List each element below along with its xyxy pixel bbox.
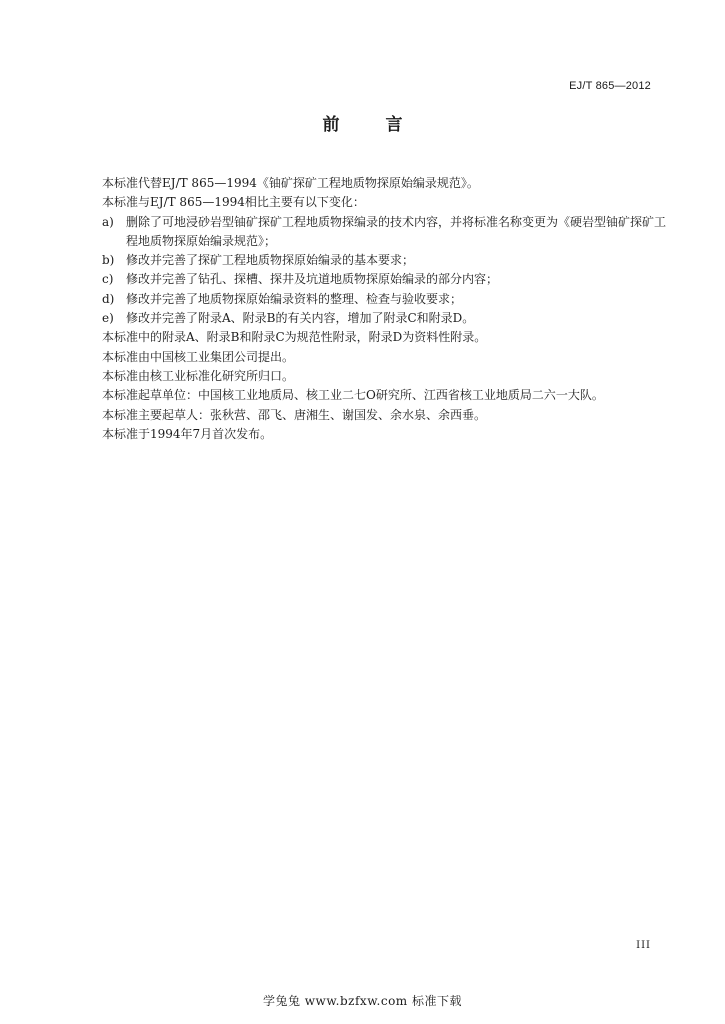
list-item-text: 修改并完善了附录A、附录B的有关内容，增加了附录C和附录D。 — [126, 311, 475, 326]
list-item — [102, 290, 667, 309]
list-item — [102, 270, 667, 289]
page-title: 前 言 — [322, 115, 423, 135]
list-marker: d) — [102, 291, 115, 306]
list-item — [102, 251, 667, 270]
list-marker: b) — [102, 253, 115, 268]
list-item-text: 修改并完善了探矿工程地质物探原始编录的基本要求； — [126, 253, 415, 268]
paragraph-drafting-units: 本标准起草单位：中国核工业地质局、核工业二七O研究所、江西省核工业地质局二六一大队。 — [102, 388, 604, 403]
paragraph-first-release: 本标准于1994年7月首次发布。 — [102, 426, 273, 441]
paragraph-drafters: 本标准主要起草人：张秋营、邵飞、唐湘生、谢国发、余水泉、余西垂。 — [102, 407, 487, 422]
document-code: EJ/T 865—2012 — [569, 80, 651, 92]
list-marker: a) — [102, 214, 114, 229]
foreword-body — [102, 174, 667, 444]
paragraph-appendix-types: 本标准中的附录A、附录B和附录C为规范性附录，附录D为资料性附录。 — [102, 330, 487, 345]
paragraph-changes-intro: 本标准与EJ/T 865—1994相比主要有以下变化： — [102, 195, 365, 210]
list-item — [102, 309, 667, 328]
list-marker: e) — [102, 311, 114, 326]
paragraph-proposer: 本标准由中国核工业集团公司提出。 — [102, 349, 295, 364]
page-number: III — [636, 940, 651, 951]
footer-watermark: 学兔兔 www.bzfxw.com 标准下载 — [262, 994, 463, 1008]
list-item-text: 修改并完善了地质物探原始编录资料的整理、检查与验收要求； — [126, 291, 463, 306]
list-item — [102, 213, 667, 252]
list-item-text: 修改并完善了钻孔、探槽、探井及坑道地质物探原始编录的部分内容； — [126, 272, 499, 287]
list-item-text: 删除了可地浸砂岩型铀矿探矿工程地质物探编录的技术内容，并将标准名称变更为《硬岩型铀矿探矿工程地质物探原始编录规范》； — [126, 214, 667, 248]
list-marker: c) — [102, 272, 114, 287]
paragraph-administrator: 本标准由核工业标准化研究所归口。 — [102, 368, 295, 383]
paragraph-replaces: 本标准代替EJ/T 865—1994《铀矿探矿工程地质物探原始编录规范》。 — [102, 176, 479, 190]
